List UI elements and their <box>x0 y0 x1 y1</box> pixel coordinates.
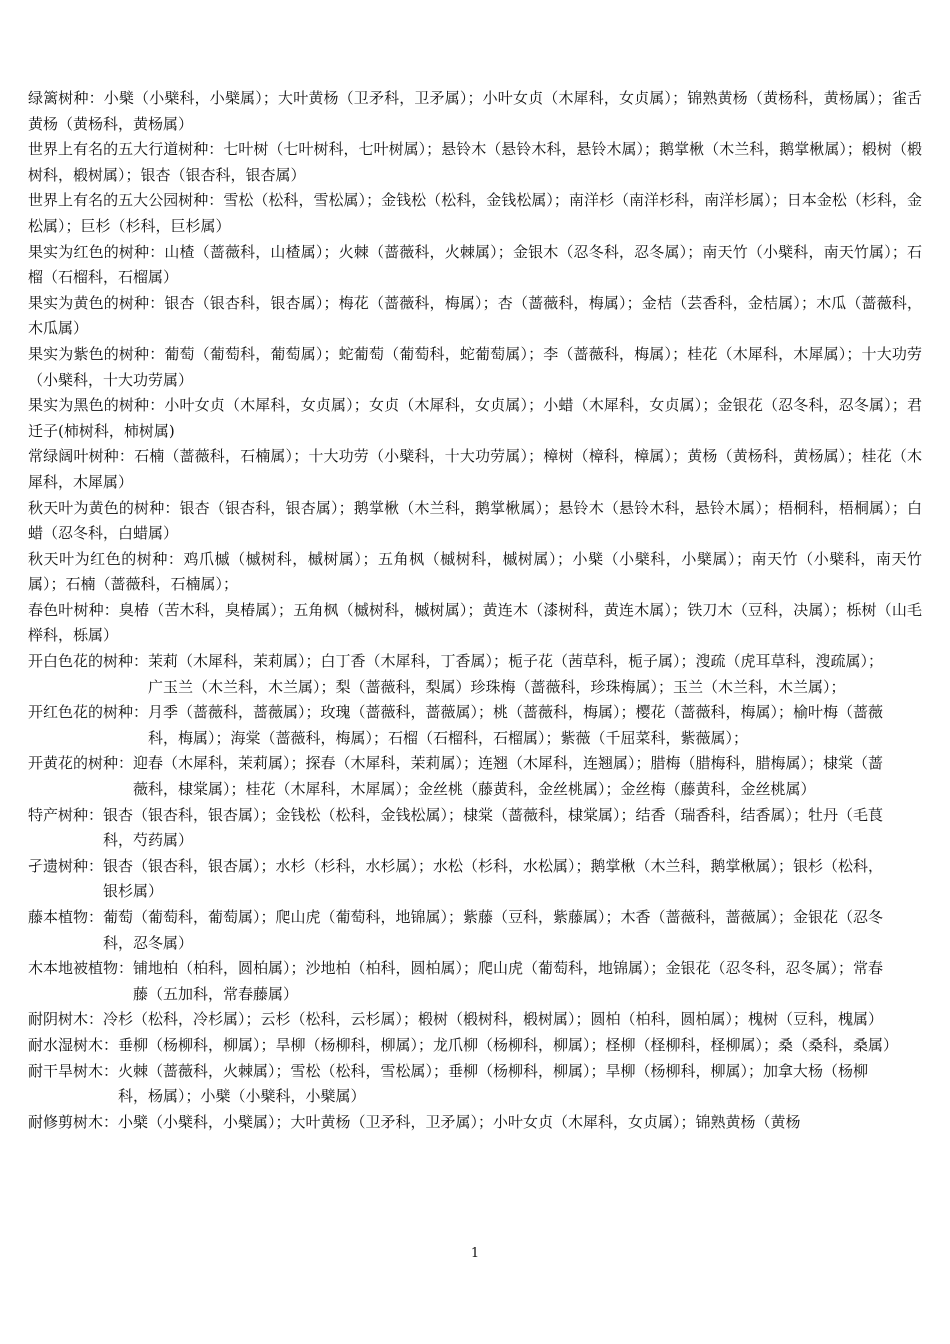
entry-species-text: 茉莉（木犀科，茉莉属）；白丁香（木犀科，丁香属）；栀子花（茜草科，栀子属）；溲疏（虎耳草科，溲疏属）；广玉兰（木兰科，木兰属）；梨（蔷薇科，梨属）珍珠梅（蔷薇科，珍珠梅属）；玉兰（木兰科，木兰属）； <box>148 652 884 696</box>
species-entry <box>28 86 922 137</box>
entry-species-text: 月季（蔷薇科，蔷薇属）；玫瑰（蔷薇科，蔷薇属）；桃（蔷薇科，梅属）；樱花（蔷薇科，梅属）；榆叶梅（蔷薇科，梅属）；海棠（蔷薇科，梅属）；石榴（石榴科，石榴属）；紫薇（千屈菜科，紫薇属）； <box>148 703 884 747</box>
entry-category-label: 果实为红色的树种： <box>28 242 165 261</box>
entry-species-text: 石楠（蔷薇科，石楠属）；十大功劳（小檗科，十大功劳属）；樟树（樟科，樟属）；黄杨（黄杨科，黄杨属）；桂花（木犀科，木犀属） <box>28 447 922 491</box>
species-entry <box>28 1033 922 1059</box>
entry-species-text: 迎春（木犀科，茉莉属）；探春（木犀科，茉莉属）；连翘（木犀科，连翘属）；腊梅（腊梅科，腊梅属）；棣棠（蔷薇科，棣棠属）；桂花（木犀科，木犀属）；金丝桃（藤黄科，金丝桃属）；金丝梅（藤黄科，金丝桃属） <box>133 754 884 799</box>
species-entry <box>28 854 922 905</box>
entry-species-text: 葡萄（葡萄科，葡萄属）；蛇葡萄（葡萄科，蛇葡萄属）；李（蔷薇科，梅属）；桂花（木犀科，木犀属）；十大功劳（小檗科，十大功劳属） <box>28 344 922 389</box>
entry-species-text: 铺地柏（柏科，圆柏属）；沙地柏（柏科，圆柏属）；爬山虎（葡萄科，地锦属）；金银花（忍冬科，忍冬属）；常春藤（五加科，常春藤属） <box>133 959 884 1003</box>
entry-species-text: 雪松（松科，雪松属）；金钱松（松科，金钱松属）；南洋杉（南洋杉科，南洋杉属）；日本金松（杉科，金松属）；巨杉（杉科，巨杉属） <box>28 191 922 235</box>
entry-species-text: 银杏（银杏科，银杏属）；鹅掌楸（木兰科，鹅掌楸属）；悬铃木（悬铃木科，悬铃木属）；梧桐科，梧桐属）；白蜡（忍冬科，白蜡属） <box>28 498 922 543</box>
entry-species-text: 小檗（小檗科，小檗属）；大叶黄杨（卫矛科，卫矛属）；小叶女贞（木犀科，女贞属）；锦熟黄杨（黄杨科，黄杨属）；雀舌黄杨（黄杨科，黄杨属） <box>28 89 922 133</box>
entry-species-text: 垂柳（杨柳科，柳属）；旱柳（杨柳科，柳属）；龙爪柳（杨柳科，柳属）；柽柳（柽柳科，柽柳属）；桑（桑科，桑属） <box>118 1035 899 1054</box>
species-entry <box>28 1110 922 1136</box>
entry-category-label: 果实为黄色的树种： <box>28 293 165 312</box>
entry-species-text: 鸡爪槭（槭树科，槭树属）；五角枫（槭树科，槭树属）；小檗（小檗科，小檗属）；南天竹（小檗科，南天竹属）；石楠（蔷薇科，石楠属）； <box>28 549 922 594</box>
entry-category-label: 秋天叶为黄色的树种： <box>28 498 180 517</box>
species-entry <box>28 342 922 393</box>
entry-category-label: 木本地被植物： <box>28 959 134 978</box>
entry-category-label: 世界上有名的五大公园树种： <box>28 191 224 210</box>
entry-category-label: 开白色花的树种： <box>28 652 149 671</box>
entry-category-label: 秋天叶为红色的树种： <box>28 549 184 568</box>
entry-category-label: 开红色花的树种： <box>28 703 149 722</box>
species-entry <box>28 700 922 751</box>
entry-category-label: 孑遗树种： <box>28 856 104 875</box>
species-entry <box>28 240 922 291</box>
species-entry <box>28 803 922 854</box>
species-entry <box>28 1007 922 1033</box>
entry-category-label: 耐干旱树木： <box>28 1061 119 1080</box>
entry-species-text: 葡萄（葡萄科，葡萄属）；爬山虎（葡萄科，地锦属）；紫藤（豆科，紫藤属）；木香（蔷薇科，蔷薇属）；金银花（忍冬科，忍冬属） <box>103 908 884 952</box>
species-entry <box>28 547 922 598</box>
entry-species-text: 小叶女贞（木犀科，女贞属）；女贞（木犀科，女贞属）；小蜡（木犀科，女贞属）；金银花（忍冬科，忍冬属）；君迁子(柿树科，柿树属) <box>28 396 922 440</box>
entry-category-label: 果实为黑色的树种： <box>28 396 165 415</box>
entry-category-label: 特产树种： <box>28 805 104 824</box>
species-entry <box>28 649 922 700</box>
page-number: 1 <box>470 1246 480 1261</box>
entry-species-text: 小檗（小檗科，小檗属）；大叶黄杨（卫矛科，卫矛属）；小叶女贞（木犀科，女贞属）；锦熟黄杨（黄杨 <box>118 1112 801 1131</box>
species-entry <box>28 444 922 495</box>
entry-category-label: 果实为紫色的树种： <box>28 344 165 363</box>
entry-category-label: 世界上有名的五大行道树种： <box>28 140 224 159</box>
entry-species-text: 山楂（蔷薇科，山楂属）；火棘（蔷薇科，火棘属）；金银木（忍冬科，忍冬属）；南天竹（小檗科，南天竹属）；石榴（石榴科，石榴属） <box>28 242 922 287</box>
entry-category-label: 耐水湿树木： <box>28 1035 119 1054</box>
entry-category-label: 常绿阔叶树种： <box>28 447 135 466</box>
entry-species-text: 银杏（银杏科，银杏属）；梅花（蔷薇科，梅属）；杏（蔷薇科，梅属）；金桔（芸香科，金桔属）；木瓜（蔷薇科，木瓜属） <box>28 293 922 338</box>
entry-species-text: 臭椿（苦木科，臭椿属）；五角枫（槭树科，槭树属）；黄连木（漆树科，黄连木属）；铁刀木（豆科，决属）；栎树（山毛榉科，栎属） <box>28 600 922 645</box>
entry-category-label: 耐修剪树木： <box>28 1112 119 1131</box>
entry-species-text: 冷杉（松科，冷杉属）；云杉（松科，云杉属）；椴树（椴树科，椴树属）；圆柏（柏科，圆柏属）；槐树（豆科，槐属） <box>103 1010 884 1029</box>
species-entry <box>28 598 922 649</box>
entry-species-text: 火棘（蔷薇科，火棘属）；雪松（松科，雪松属）；垂柳（杨柳科，柳属）；旱柳（杨柳科，柳属）；加拿大杨（杨柳科，杨属）；小檗（小檗科，小檗属） <box>118 1061 869 1106</box>
entry-category-label: 开黄花的树种： <box>28 754 134 773</box>
species-entry <box>28 1059 922 1110</box>
entry-category-label: 耐阴树木： <box>28 1010 104 1029</box>
tree-species-list <box>28 86 922 1135</box>
species-entry <box>28 905 922 956</box>
entry-category-label: 春色叶树种： <box>28 600 119 619</box>
entry-species-text: 银杏（银杏科，银杏属）；金钱松（松科，金钱松属）；棣棠（蔷薇科，棣棠属）；结香（瑞香科，结香属）；牡丹（毛茛科，芍药属） <box>103 805 884 850</box>
entry-category-label: 绿篱树种： <box>28 89 104 107</box>
entry-species-text: 七叶树（七叶树科，七叶树属）；悬铃木（悬铃木科，悬铃木属）；鹅掌楸（木兰科，鹅掌楸属）；椴树（椴树科，椴树属）；银杏（银杏科，银杏属） <box>28 140 922 184</box>
entry-category-label: 藤本植物： <box>28 908 104 926</box>
species-entry <box>28 496 922 547</box>
species-entry <box>28 188 922 239</box>
species-entry <box>28 393 922 444</box>
species-entry <box>28 751 922 802</box>
species-entry <box>28 137 922 188</box>
species-entry <box>28 956 922 1007</box>
entry-species-text: 银杏（银杏科，银杏属）；水杉（杉科，水杉属）；水松（杉科，水松属）；鹅掌楸（木兰科，鹅掌楸属）；银杉（松科，银杉属） <box>103 856 884 901</box>
species-entry <box>28 291 922 342</box>
